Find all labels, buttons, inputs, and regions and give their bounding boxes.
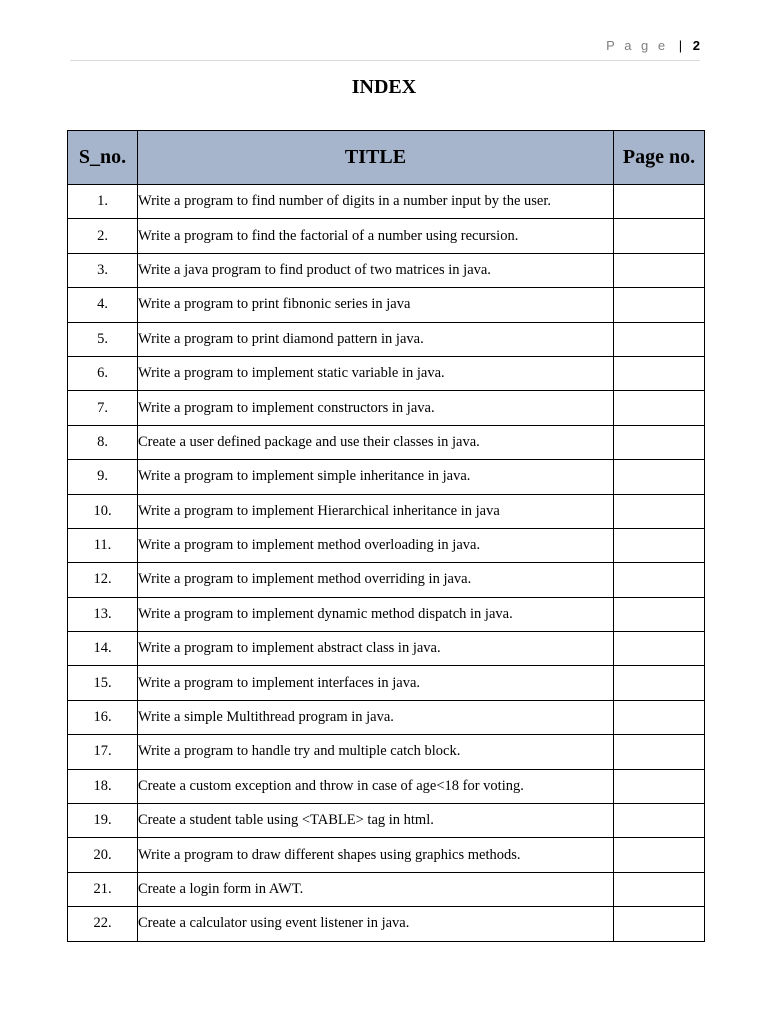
column-header-sno: S_no. bbox=[68, 131, 138, 185]
row-serial-number: 12. bbox=[68, 563, 138, 597]
table-row bbox=[68, 700, 705, 734]
row-title: Write a program to implement simple inheritance in java. bbox=[138, 460, 614, 494]
table-row bbox=[68, 356, 705, 390]
row-serial-number: 22. bbox=[68, 907, 138, 941]
row-page-number bbox=[614, 460, 705, 494]
table-row bbox=[68, 425, 705, 459]
table-row bbox=[68, 769, 705, 803]
table-row bbox=[68, 804, 705, 838]
row-serial-number: 16. bbox=[68, 700, 138, 734]
row-page-number bbox=[614, 872, 705, 906]
table-row bbox=[68, 872, 705, 906]
table-row bbox=[68, 838, 705, 872]
row-title: Create a login form in AWT. bbox=[138, 872, 614, 906]
row-page-number bbox=[614, 425, 705, 459]
column-header-title: TITLE bbox=[138, 131, 614, 185]
row-serial-number: 2. bbox=[68, 219, 138, 253]
row-page-number bbox=[614, 700, 705, 734]
row-serial-number: 13. bbox=[68, 597, 138, 631]
page-header bbox=[606, 38, 700, 53]
table-row bbox=[68, 632, 705, 666]
row-title: Write a program to implement constructors in java. bbox=[138, 391, 614, 425]
table-row bbox=[68, 907, 705, 941]
row-serial-number: 9. bbox=[68, 460, 138, 494]
row-page-number bbox=[614, 391, 705, 425]
table-row bbox=[68, 391, 705, 425]
table-row bbox=[68, 322, 705, 356]
row-page-number bbox=[614, 322, 705, 356]
table-row bbox=[68, 494, 705, 528]
row-page-number bbox=[614, 288, 705, 322]
row-title: Create a custom exception and throw in case of age<18 for voting. bbox=[138, 769, 614, 803]
row-title: Write a program to implement dynamic method dispatch in java. bbox=[138, 597, 614, 631]
row-page-number bbox=[614, 356, 705, 390]
row-title: Write a program to draw different shapes using graphics methods. bbox=[138, 838, 614, 872]
row-page-number bbox=[614, 632, 705, 666]
row-serial-number: 20. bbox=[68, 838, 138, 872]
table-row bbox=[68, 735, 705, 769]
row-page-number bbox=[614, 735, 705, 769]
table-row bbox=[68, 219, 705, 253]
row-page-number bbox=[614, 597, 705, 631]
row-title: Write a program to find the factorial of a number using recursion. bbox=[138, 219, 614, 253]
row-serial-number: 1. bbox=[68, 185, 138, 219]
row-title: Create a calculator using event listener in java. bbox=[138, 907, 614, 941]
table-row bbox=[68, 563, 705, 597]
row-serial-number: 7. bbox=[68, 391, 138, 425]
row-page-number bbox=[614, 219, 705, 253]
row-serial-number: 3. bbox=[68, 253, 138, 287]
document-title: INDEX bbox=[351, 76, 417, 98]
row-title: Write a program to implement method overriding in java. bbox=[138, 563, 614, 597]
row-title: Write a program to implement abstract class in java. bbox=[138, 632, 614, 666]
table-body bbox=[68, 185, 705, 942]
row-page-number bbox=[614, 185, 705, 219]
row-serial-number: 15. bbox=[68, 666, 138, 700]
index-table bbox=[67, 130, 705, 942]
row-title: Write a program to handle try and multiple catch block. bbox=[138, 735, 614, 769]
row-title: Write a java program to find product of two matrices in java. bbox=[138, 253, 614, 287]
row-title: Write a program to implement Hierarchical inheritance in java bbox=[138, 494, 614, 528]
row-page-number bbox=[614, 838, 705, 872]
row-serial-number: 11. bbox=[68, 528, 138, 562]
row-serial-number: 18. bbox=[68, 769, 138, 803]
row-title: Write a program to find number of digits in a number input by the user. bbox=[138, 185, 614, 219]
row-serial-number: 5. bbox=[68, 322, 138, 356]
page-separator: | bbox=[678, 38, 683, 53]
row-serial-number: 4. bbox=[68, 288, 138, 322]
row-page-number bbox=[614, 494, 705, 528]
row-page-number bbox=[614, 563, 705, 597]
row-serial-number: 14. bbox=[68, 632, 138, 666]
row-title: Write a simple Multithread program in java. bbox=[138, 700, 614, 734]
row-title: Write a program to print fibnonic series in java bbox=[138, 288, 614, 322]
column-header-page: Page no. bbox=[614, 131, 705, 185]
row-title: Write a program to implement static variable in java. bbox=[138, 356, 614, 390]
row-page-number bbox=[614, 528, 705, 562]
table-row bbox=[68, 253, 705, 287]
row-page-number bbox=[614, 769, 705, 803]
table-row bbox=[68, 528, 705, 562]
page-label: P a g e bbox=[606, 38, 669, 53]
row-serial-number: 6. bbox=[68, 356, 138, 390]
row-title: Create a student table using <TABLE> tag in html. bbox=[138, 804, 614, 838]
table-row bbox=[68, 597, 705, 631]
table-row bbox=[68, 460, 705, 494]
row-serial-number: 21. bbox=[68, 872, 138, 906]
table-row bbox=[68, 666, 705, 700]
page-number: 2 bbox=[692, 38, 700, 53]
header-rule bbox=[70, 60, 700, 61]
table-row bbox=[68, 185, 705, 219]
row-serial-number: 17. bbox=[68, 735, 138, 769]
row-title: Write a program to print diamond pattern in java. bbox=[138, 322, 614, 356]
row-serial-number: 8. bbox=[68, 425, 138, 459]
table-header-row bbox=[68, 131, 705, 185]
table-row bbox=[68, 288, 705, 322]
row-title: Write a program to implement interfaces in java. bbox=[138, 666, 614, 700]
row-title: Write a program to implement method overloading in java. bbox=[138, 528, 614, 562]
row-serial-number: 19. bbox=[68, 804, 138, 838]
row-page-number bbox=[614, 907, 705, 941]
row-page-number bbox=[614, 804, 705, 838]
row-page-number bbox=[614, 666, 705, 700]
row-title: Create a user defined package and use their classes in java. bbox=[138, 425, 614, 459]
row-serial-number: 10. bbox=[68, 494, 138, 528]
row-page-number bbox=[614, 253, 705, 287]
